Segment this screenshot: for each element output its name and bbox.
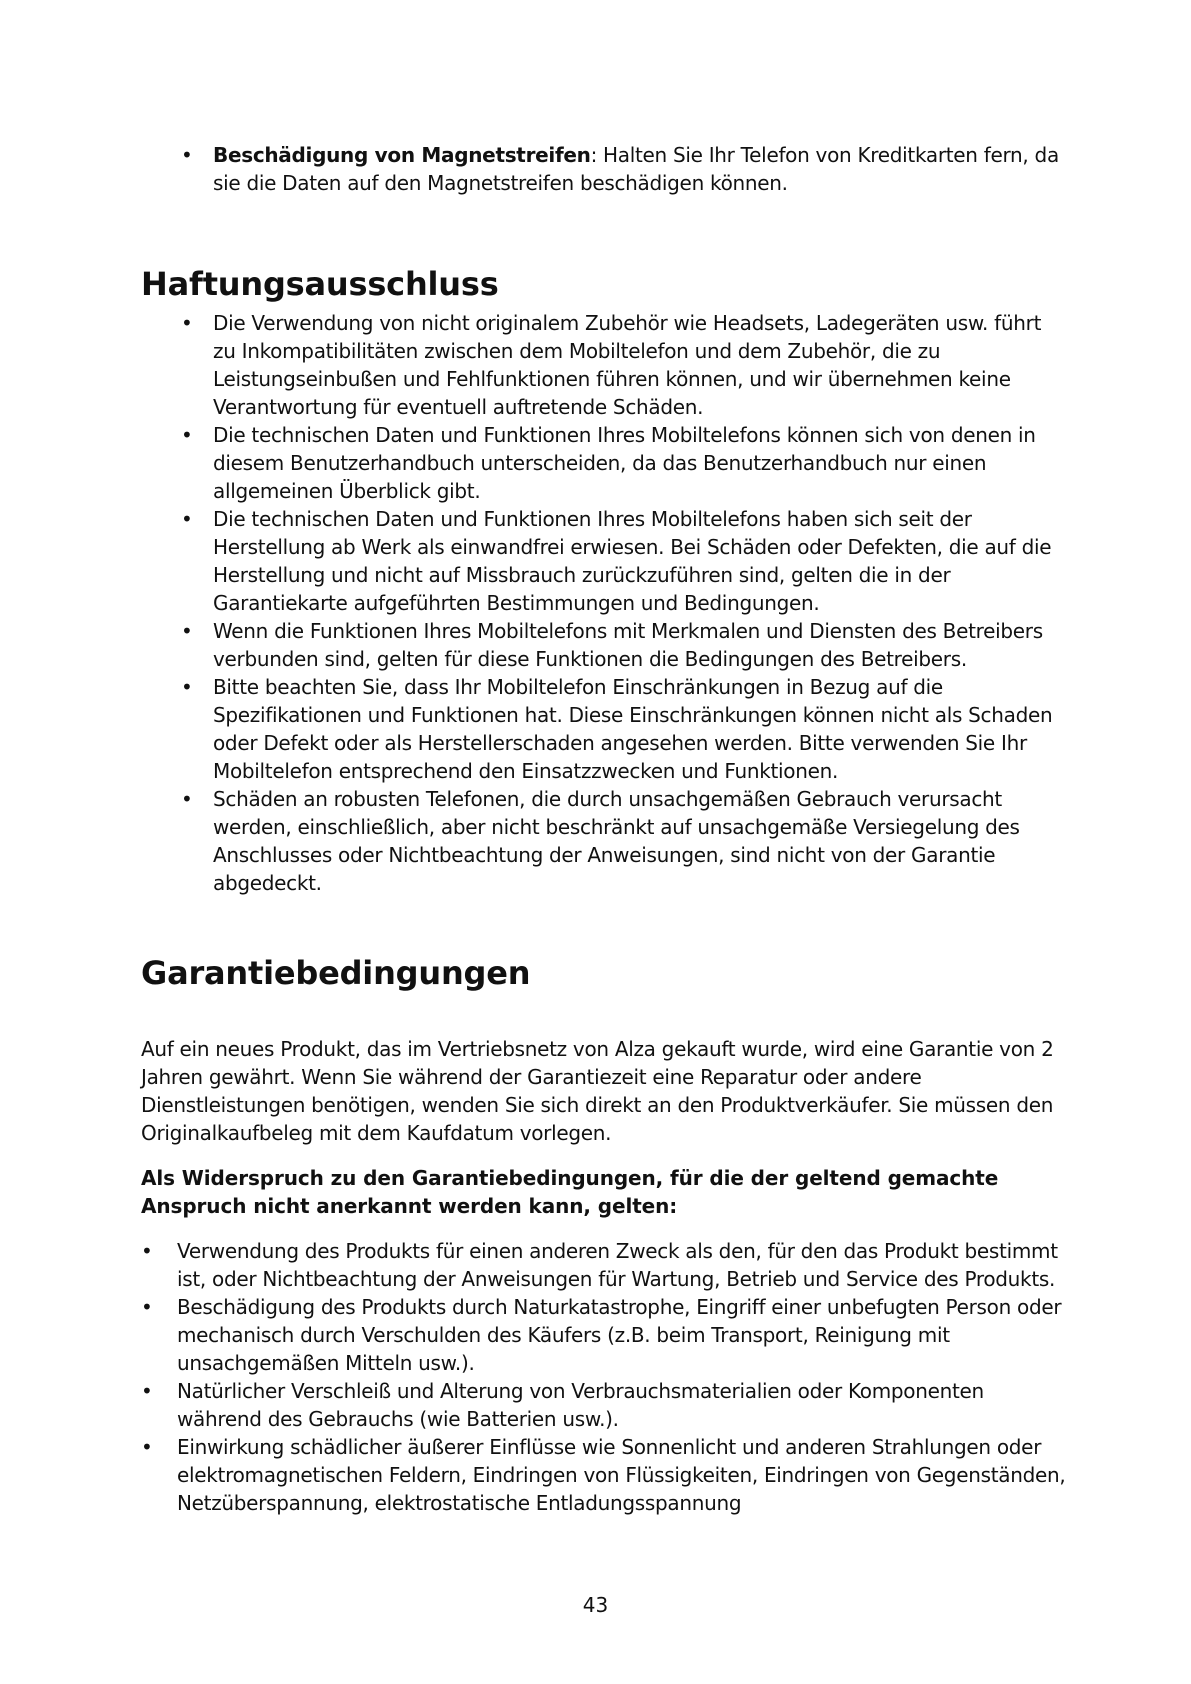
bullet-icon: • xyxy=(181,619,193,643)
list-item xyxy=(181,421,1063,505)
item-text: Die technischen Daten und Funktionen Ihres Mobiltelefons können sich von denen in diesem Benutzerhandbuch unterscheiden, da das Benutzerhandbuch nur einen allgemeinen Überblick gibt. xyxy=(213,423,1036,503)
item-text: Die Verwendung von nicht originalem Zubehör wie Headsets, Ladegeräten usw. führt zu Inkompatibilitäten zwischen dem Mobiltelefon und dem Zubehör, die zu Leistungseinbußen und Fehlfunktionen führen können, und wir übernehmen keine Verantwortung für eventuell auftretende Schäden. xyxy=(213,311,1042,419)
warranty-intro: Auf ein neues Produkt, das im Vertriebsnetz von Alza gekauft wurde, wird eine Garantie von 2 Jahren gewährt. Wenn Sie während der Garantiezeit eine Reparatur oder andere Dienstleistungen benötigen, wenden Sie sich direkt an den Produktverkäufer. Sie müssen den Originalkaufbeleg mit dem Kaufdatum vorlegen. xyxy=(141,1037,1054,1145)
item-text: Die technischen Daten und Funktionen Ihres Mobiltelefons haben sich seit der Herstellung ab Werk als einwandfrei erwiesen. Bei Schäden oder Defekten, die auf die Herstellung und nicht auf Missbrauch zurückzuführen sind, gelten die in der Garantiekarte aufgeführten Bestimmungen und Bedingungen. xyxy=(213,507,1052,615)
list-item xyxy=(181,309,1063,421)
item-text: Verwendung des Produkts für einen anderen Zweck als den, für den das Produkt bestimmt ist, oder Nichtbeachtung der Anweisungen für Wartung, Betrieb und Service des Produkts. xyxy=(177,1239,1058,1291)
item-text: : Halten Sie Ihr Telefon von Kreditkarten fern, da sie die Daten auf den Magnetstreifen beschädigen können. xyxy=(213,143,1059,195)
bullet-icon: • xyxy=(181,143,193,167)
bullet-icon: • xyxy=(141,1435,153,1459)
list-item xyxy=(181,673,1063,785)
list-item xyxy=(181,505,1063,617)
bullet-icon: • xyxy=(181,311,193,335)
warranty-heading: Garantiebedingungen xyxy=(141,954,531,992)
disclaimer-list xyxy=(181,309,1063,897)
list-item xyxy=(181,785,1063,897)
bullet-icon: • xyxy=(181,675,193,699)
disclaimer-heading: Haftungsausschluss xyxy=(141,265,499,303)
bullet-icon: • xyxy=(181,423,193,447)
bullet-icon: • xyxy=(181,787,193,811)
warranty-exclusion-list xyxy=(141,1237,1067,1517)
item-text: Beschädigung des Produkts durch Naturkatastrophe, Eingriff einer unbefugten Person oder mechanisch durch Verschulden des Käufers (z.B. beim Transport, Reinigung mit unsachgemäßen Mitteln usw.). xyxy=(177,1295,1062,1375)
list-item xyxy=(181,617,1063,673)
list-item xyxy=(141,1237,1067,1293)
item-text: Schäden an robusten Telefonen, die durch unsachgemäßen Gebrauch verursacht werden, einschließlich, aber nicht beschränkt auf unsachgemäße Versiegelung des Anschlusses oder Nichtbeachtung der Anweisungen, sind nicht von der Garantie abgedeckt. xyxy=(213,787,1020,895)
list-item xyxy=(141,1377,1067,1433)
page-number: 43 xyxy=(582,1593,609,1617)
bullet-icon: • xyxy=(181,507,193,531)
item-text: Einwirkung schädlicher äußerer Einflüsse wie Sonnenlicht und anderen Strahlungen oder elektromagnetischen Feldern, Eindringen von Flüssigkeiten, Eindringen von Gegenständen, Netzüberspannung, elektrostatische Entladungsspannung xyxy=(177,1435,1066,1515)
bullet-icon: • xyxy=(141,1239,153,1263)
list-item xyxy=(141,1293,1067,1377)
bullet-icon: • xyxy=(141,1295,153,1319)
list-item xyxy=(181,141,1063,197)
item-bold-lead: Beschädigung von Magnetstreifen xyxy=(213,143,591,167)
list-item xyxy=(141,1433,1067,1517)
item-text: Bitte beachten Sie, dass Ihr Mobiltelefon Einschränkungen in Bezug auf die Spezifikationen und Funktionen hat. Diese Einschränkungen können nicht als Schaden oder Defekt oder als Herstellerschaden angesehen werden. Bitte verwenden Sie Ihr Mobiltelefon entsprechend den Einsatzzwecken und Funktionen. xyxy=(213,675,1053,783)
magnetic-stripe-list xyxy=(181,141,1063,197)
item-text: Wenn die Funktionen Ihres Mobiltelefons mit Merkmalen und Diensten des Betreibers verbunden sind, gelten für diese Funktionen die Bedingungen des Betreibers. xyxy=(213,619,1043,671)
warranty-exclusion-intro: Als Widerspruch zu den Garantiebedingungen, für die der geltend gemachte Anspruch nicht anerkannt werden kann, gelten: xyxy=(141,1166,999,1218)
item-text: Natürlicher Verschleiß und Alterung von Verbrauchsmaterialien oder Komponenten während des Gebrauchs (wie Batterien usw.). xyxy=(177,1379,984,1431)
bullet-icon: • xyxy=(141,1379,153,1403)
